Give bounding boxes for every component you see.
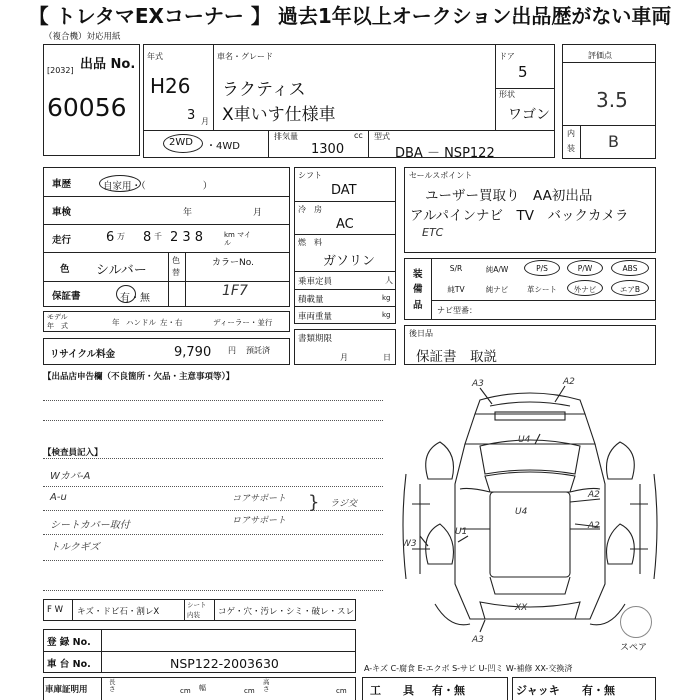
- name-label: 車名・グレード: [217, 52, 273, 61]
- mark-right-front: A2: [588, 490, 600, 500]
- after-label: 後日品: [409, 329, 433, 338]
- inspection-year: 年: [183, 208, 193, 218]
- note-brace: }: [308, 492, 320, 513]
- car-damage-diagram: [400, 374, 660, 644]
- note-1: Wカバ-A: [50, 471, 91, 482]
- mark-rear-bumper: A3: [472, 635, 484, 644]
- warranty-value: 有・無: [120, 293, 150, 304]
- year-value: H26: [150, 74, 191, 98]
- cert-width-cm: cm: [244, 687, 255, 695]
- model-year-unit: 年: [112, 318, 120, 327]
- mark-rear: XX: [515, 603, 528, 613]
- model-value: DBA － NSP122: [395, 146, 495, 161]
- cert-height: 高さ: [263, 678, 270, 693]
- note-right-1: コアサポート: [232, 494, 287, 504]
- mark-roof: U4: [515, 507, 528, 517]
- vehicle-block: [143, 44, 555, 158]
- fuel-value: ガソリン: [323, 254, 376, 269]
- handle-label: ハンドル: [126, 318, 156, 327]
- capacity-label: 乗車定員: [298, 277, 333, 287]
- mark-front-right: A2: [563, 377, 575, 387]
- page-banner: 【 トレタマEXコーナー 】 過去1年以上オークション出品歴がない車両: [28, 4, 672, 28]
- model-year-label-1: モデル: [47, 313, 68, 321]
- reg-label: 登 録 No.: [47, 637, 91, 648]
- color-label: 色: [60, 264, 70, 275]
- warranty-label: 保証書: [52, 291, 81, 302]
- mark-left-side: W3: [402, 539, 417, 549]
- sales-label: セールスポイント: [409, 171, 473, 180]
- shift-value: DAT: [331, 183, 357, 198]
- cert-width: 幅: [199, 684, 206, 692]
- equip-aw: 純A/W: [485, 265, 509, 274]
- recycle-value: 9,790: [174, 345, 212, 360]
- legend-seat-2: 内装: [187, 611, 200, 619]
- grade-score-value: 3.5: [596, 88, 628, 112]
- equipment-label-3: 品: [413, 300, 423, 311]
- doors-label: ドア: [499, 52, 515, 61]
- displacement-value: 1300: [311, 142, 345, 157]
- name-line2: X車いす仕様車: [222, 105, 336, 125]
- weight-label: 車両重量: [298, 312, 333, 322]
- mark-left-door: U1: [455, 527, 468, 537]
- weight-unit: kg: [382, 311, 391, 319]
- chassis-value: NSP122-2003630: [170, 656, 279, 671]
- ac-value: AC: [336, 217, 354, 232]
- capacity-unit: 人: [385, 276, 393, 285]
- code-legend: A-キズ C-腐食 E-エクボ S-サビ U-凹ミ W-補修 XX-交換済: [364, 664, 573, 673]
- interior-value: B: [608, 132, 619, 151]
- equip-ext-navi: 外ナビ: [573, 285, 597, 294]
- equipment-label-2: 備: [413, 284, 423, 295]
- history-label: 車歴: [52, 179, 72, 190]
- mileage-man: 6: [106, 230, 115, 245]
- jack-value: 有・無: [582, 684, 615, 697]
- lot-label: 出品 No.: [80, 57, 136, 72]
- note-right-2: ロアサポート: [232, 516, 287, 526]
- cert-label: 車庫証明用: [45, 685, 88, 695]
- chassis-label: 車 台 No.: [47, 659, 91, 670]
- model-year-label-2: 年 式: [47, 322, 68, 330]
- equip-tv: 純TV: [447, 285, 465, 294]
- note-4: トルクギズ: [50, 542, 100, 553]
- equip-navi: 純ナビ: [485, 285, 509, 294]
- shift-label: シフト: [298, 171, 322, 180]
- mark-hood: U4: [518, 435, 531, 445]
- note-right-3: ラジ交: [330, 499, 358, 509]
- year-label: 年式: [147, 52, 163, 61]
- interior-label-2: 装: [567, 144, 575, 153]
- displacement-unit: cc: [354, 131, 363, 140]
- color-change-2: 替: [172, 268, 180, 277]
- equip-leather: 革シート: [527, 285, 557, 294]
- legend-prefix: F W: [47, 605, 63, 615]
- tools-label: 工 具: [370, 684, 414, 697]
- inspector-label: 【検査員記入】: [43, 448, 103, 458]
- spare-label: スペア: [620, 643, 648, 653]
- mileage-man-unit: 万: [117, 232, 125, 241]
- equipment-label-1: 装: [413, 269, 423, 280]
- color-no-value: 1F7: [222, 283, 248, 299]
- inspection-label: 車検: [52, 207, 72, 218]
- sales-line2: アルパインナビ TV バックカメラ: [410, 208, 629, 224]
- recycle-note: 預託済: [246, 346, 270, 355]
- name-line1: ラクティス: [222, 80, 306, 100]
- cert-height-cm: cm: [336, 687, 347, 695]
- drive-4wd: ・4WD: [206, 141, 240, 152]
- lot-tag: [2032]: [47, 66, 74, 75]
- color-change-1: 色: [172, 256, 180, 265]
- month-value: 3: [187, 108, 196, 123]
- model-label: 型式: [374, 132, 390, 141]
- color-value: シルバー: [96, 263, 147, 278]
- inspection-month: 月: [253, 208, 263, 218]
- recycle-unit: 円: [228, 346, 236, 355]
- after-value: 保証書 取説: [416, 349, 497, 365]
- seller-remarks-label: 【出品店申告欄（不良箇所・欠品・主意事項等）】: [43, 372, 235, 382]
- interior-label-1: 内: [567, 129, 575, 138]
- dealer-label: ディーラー・並行: [213, 318, 273, 327]
- deadline-month: 月: [340, 353, 348, 362]
- tools-value: 有・無: [432, 684, 465, 697]
- spare-tire-icon: [620, 606, 652, 638]
- fuel-label: 燃 料: [298, 238, 322, 247]
- legend-seat-text: コゲ・穴・汚レ・シミ・破レ・スレ: [218, 607, 355, 617]
- navi-label: ナビ型番：: [437, 306, 477, 315]
- load-label: 積載量: [298, 295, 324, 305]
- grade-score-label: 評価点: [588, 51, 612, 60]
- equip-sr: S/R: [449, 264, 463, 273]
- color-no-label: カラーNo.: [212, 258, 254, 268]
- recycle-label: リサイクル料金: [50, 349, 116, 360]
- lot-number: 60056: [47, 93, 127, 122]
- deadline-label: 書類期限: [298, 334, 333, 344]
- handle-value: 左・右: [160, 318, 183, 327]
- form-sublabel: （複合機）対応用紙: [44, 32, 121, 42]
- mileage-unit: km マイル: [224, 231, 251, 247]
- load-unit: kg: [382, 294, 391, 302]
- cert-length-cm: cm: [180, 687, 191, 695]
- legend-seat-1: シート: [187, 601, 207, 609]
- sales-line1: ユーザー買取り AA初出品: [425, 188, 593, 204]
- mileage-sen: 8: [143, 230, 152, 245]
- mark-right-rear: A2: [588, 521, 600, 531]
- cert-length: 長さ: [109, 678, 116, 693]
- history-value: 自家用・（ ）: [103, 181, 213, 192]
- shape-label: 形状: [499, 90, 515, 99]
- mark-front-left: A3: [472, 379, 484, 389]
- jack-label: ジャッキ: [516, 684, 560, 697]
- shape-value: ワゴン: [508, 107, 550, 123]
- mileage-rest: 2 3 8: [170, 230, 204, 245]
- mileage-label: 走行: [52, 235, 72, 246]
- deadline-day: 日: [383, 353, 391, 362]
- equip-pw: P/W: [577, 264, 593, 273]
- month-unit: 月: [201, 117, 209, 126]
- doors-value: 5: [518, 63, 528, 81]
- ac-label: 冷 房: [298, 205, 322, 214]
- note-3: シートカバー取付: [50, 520, 130, 531]
- displacement-label: 排気量: [274, 132, 298, 141]
- sales-line3: ETC: [422, 226, 444, 239]
- legend-text: キズ・ドビ石・割レX: [77, 607, 160, 617]
- drive-2wd: 2WD: [169, 137, 193, 148]
- note-2: A-u: [50, 492, 67, 503]
- equip-abs: ABS: [622, 264, 638, 273]
- equip-ps: P/S: [536, 264, 548, 273]
- equip-airbag: エアB: [619, 285, 641, 294]
- mileage-sen-unit: 千: [154, 232, 162, 241]
